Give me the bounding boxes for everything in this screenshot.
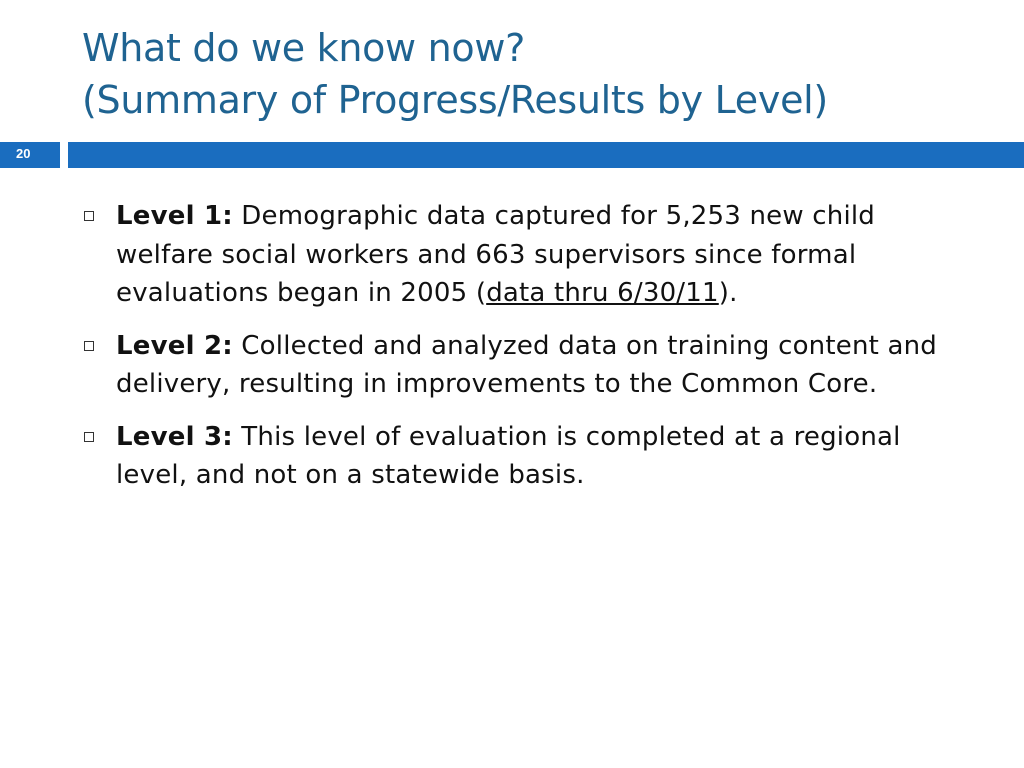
level-label: Level 3: [116, 421, 233, 452]
level-text: Demographic data captured for 5,253 new child welfare social workers and 663 supervisors since formal evaluations began in 2005 ( [116, 201, 876, 308]
bullet-square-icon [84, 341, 94, 351]
page-number: 20 [16, 146, 31, 161]
bullet-square-icon [84, 211, 94, 221]
slide-title-line-1: What do we know now? [82, 26, 525, 70]
list-item-level-3 [80, 418, 960, 495]
slide-title-line-2: (Summary of Progress/Results by Level) [82, 78, 828, 122]
title-divider-bar [68, 142, 1024, 168]
bullet-list [80, 197, 960, 509]
level-label: Level 1: [116, 201, 233, 231]
level-text: This level of evaluation is completed at a regional level, and not on a statewide basis. [116, 421, 901, 490]
slide-title [82, 22, 1012, 126]
list-item-level-2 [80, 327, 960, 404]
data-thru-link[interactable]: data thru 6/30/11 [486, 278, 719, 308]
level-label: Level 2: [116, 330, 233, 361]
list-item-level-1 [80, 197, 960, 313]
level-text: Collected and analyzed data on training content and delivery, resulting in improvements to the Common Core. [116, 330, 938, 399]
bullet-square-icon [84, 432, 94, 442]
level-text-end: ). [718, 278, 738, 308]
